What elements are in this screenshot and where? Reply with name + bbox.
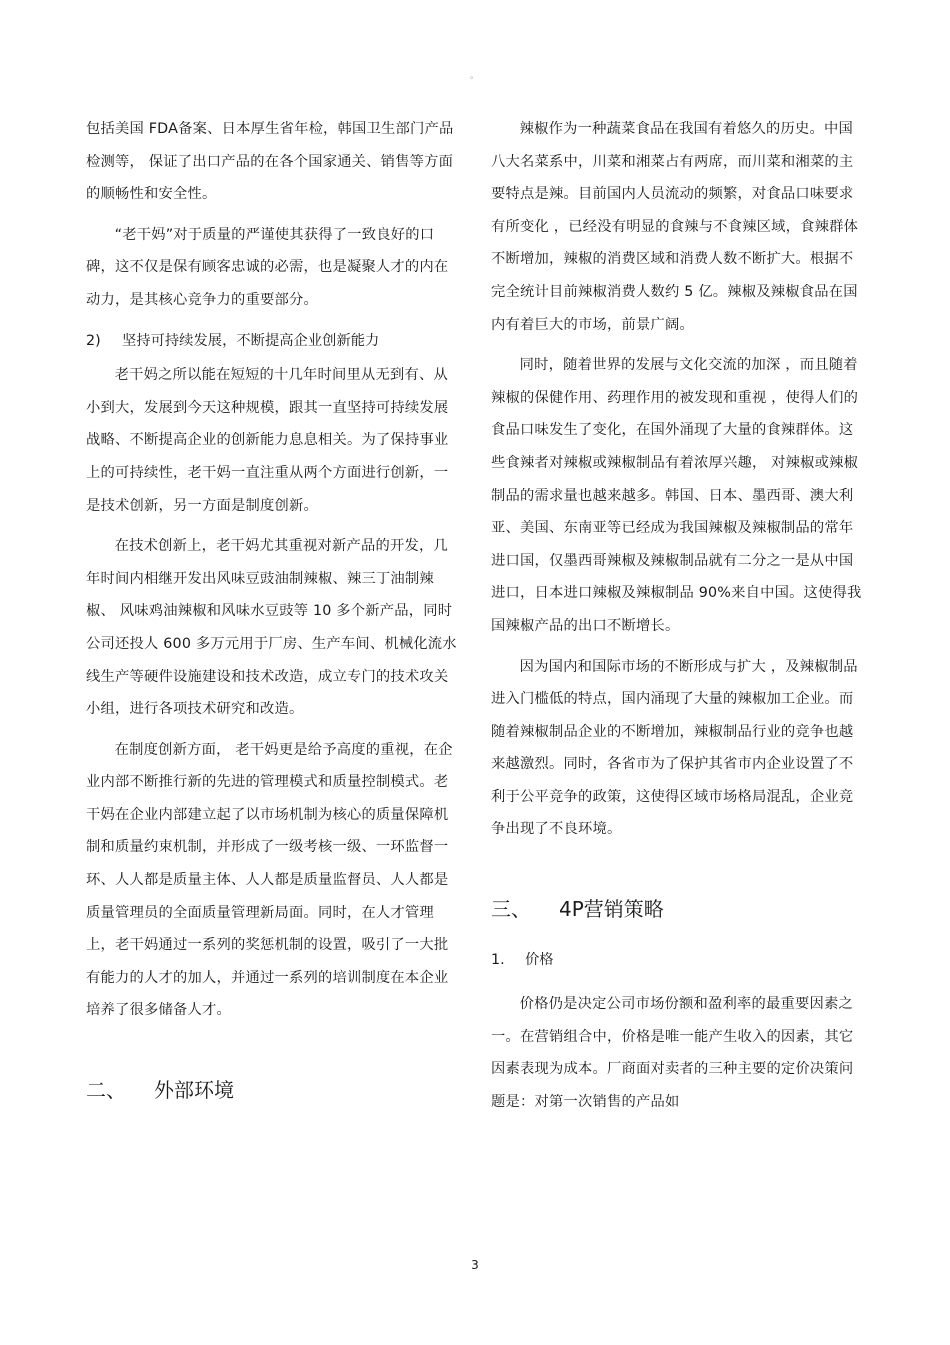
subsection-heading-price bbox=[491, 946, 863, 974]
section-number: 二、 bbox=[86, 1077, 126, 1102]
paragraph-export-certification: 包括美国 FDA备案、日本厚生省年检，韩国卫生部门产品检测等， 保证了出口产品的在各个国家通关、销售等方面的顺畅性和安全性。 bbox=[86, 121, 454, 203]
paragraph-quality-reputation: “老干妈”对于质量的严谨使其获得了一致良好的口碑，这不仅是保有顾客忠诚的必需，也是凝聚人才的内在动力，是其核心竞争力的重要部分。 bbox=[86, 226, 449, 308]
paragraph-innovation-overview: 老干妈之所以能在短短的十几年时间里从无到有、从小到大，发展到今天这种规模，跟其一直坚持可持续发展战略、不断提高企业的创新能力息息相关。为了保持事业上的可持续性，老干妈一直注重从两个方面进行创新，一是技术创新，另一方面是制度创新。 bbox=[86, 367, 449, 514]
section-heading-external-environment bbox=[86, 1071, 458, 1105]
paragraph-technical-innovation: 在技术创新上，老干妈尤其重视对新产品的开发，几年时间内相继开发出风味豆豉油制辣椒、辣三丁油制辣椒、 风味鸡油辣椒和风味水豆豉等 10 多个新产品，同时公司还投人 600 多万元用于厂房、生产车间、机械化流水线生产等硬件设施建设和技术改造，成立专门的技术攻关小组，进行各项技术研究和改造。 bbox=[86, 538, 457, 718]
section-number: 三、 bbox=[491, 896, 531, 921]
paragraph-pricing: 价格仍是决定公司市场份额和盈利率的最重要因素之一。在营销组合中，价格是唯一能产生收入的因素，其它因素表现为成本。厂商面对卖者的三种主要的定价决策问题是：对第一次销售的产品如 bbox=[491, 996, 854, 1110]
paragraph-competition: 因为国内和国际市场的不断形成与扩大 ，及辣椒制品进入门槛低的特点，国内涌现了大量的辣椒加工企业。而随着辣椒制品企业的不断增加，辣椒制品行业的竞争也越来越激烈。同时，各省市为了保护其省市内企业设置了不利于公平竞争的政策，这使得区域市场格局混乱，企业竞争出现了不良环境。 bbox=[491, 658, 858, 838]
paragraph-domestic-market: 辣椒作为一种蔬菜食品在我国有着悠久的历史。中国八大名菜系中，川菜和湘菜占有两席，而川菜和湘菜的主要特点是辣。目前国内人员流动的频繁，对食品口味要求有所变化 ，已经没有明显的食辣与不食辣区域，食辣群体不断增加，辣椒的消费区域和消费人数不断扩大。根据不完全统计目前辣椒消费人数约 5 亿。辣椒及辣椒食品在国内有着巨大的市场，前景广阔。 bbox=[491, 121, 859, 333]
list-item-sustainable-development bbox=[86, 325, 458, 358]
paragraph-international-market: 同时，随着世界的发展与文化交流的加深 ，而且随着辣椒的保健作用、药理作用的被发现和重视 ，使得人们的食品口味发生了变化，在国外涌现了大量的食辣群体。这些食辣者对辣椒或辣椒制品有着浓厚兴趣， 对辣椒或辣椒制品的需求量也越来越多。韩国、日本、墨西哥、澳大利亚、美国、东南亚等已经成为我国辣椒及辣椒制品的常年进口国，仅墨西哥辣椒及辣椒制品就有二分之一是从中国进口，日本进口辣椒及辣椒制品 90%来自中国。这使得我国辣椒产品的出口不断增长。 bbox=[491, 357, 862, 634]
section-title: 4P营销策略 bbox=[559, 896, 664, 921]
list-item-text: 坚持可持续发展，不断提高企业创新能力 bbox=[122, 332, 380, 349]
section-heading-4p-marketing bbox=[491, 890, 863, 924]
top-mark: 。 bbox=[470, 71, 480, 81]
list-item-number: 2) bbox=[86, 332, 101, 349]
right-column bbox=[491, 113, 863, 1126]
paragraph-institutional-innovation: 在制度创新方面， 老干妈更是给予高度的重视，在企业内部不断推行新的先进的管理模式和质量控制模式。老干妈在企业内部建立起了以市场机制为核心的质量保障机制和质量约束机制，并形成了一级考核一级、一环监督一环、人人都是质量主体、人人都是质量监督员、人人都是质量管理员的全面质量管理新局面。同时，在人才管理上，老干妈通过一系列的奖惩机制的设置，吸引了一大批有能力的人才的加人，并通过一系列的培训制度在本企业培养了很多储备人才。 bbox=[86, 741, 453, 1019]
left-column bbox=[86, 113, 458, 1127]
section-title: 外部环境 bbox=[154, 1077, 234, 1102]
page-number: 3 bbox=[471, 1258, 479, 1272]
subsection-title: 价格 bbox=[525, 952, 554, 969]
subsection-number: 1. bbox=[491, 952, 505, 969]
